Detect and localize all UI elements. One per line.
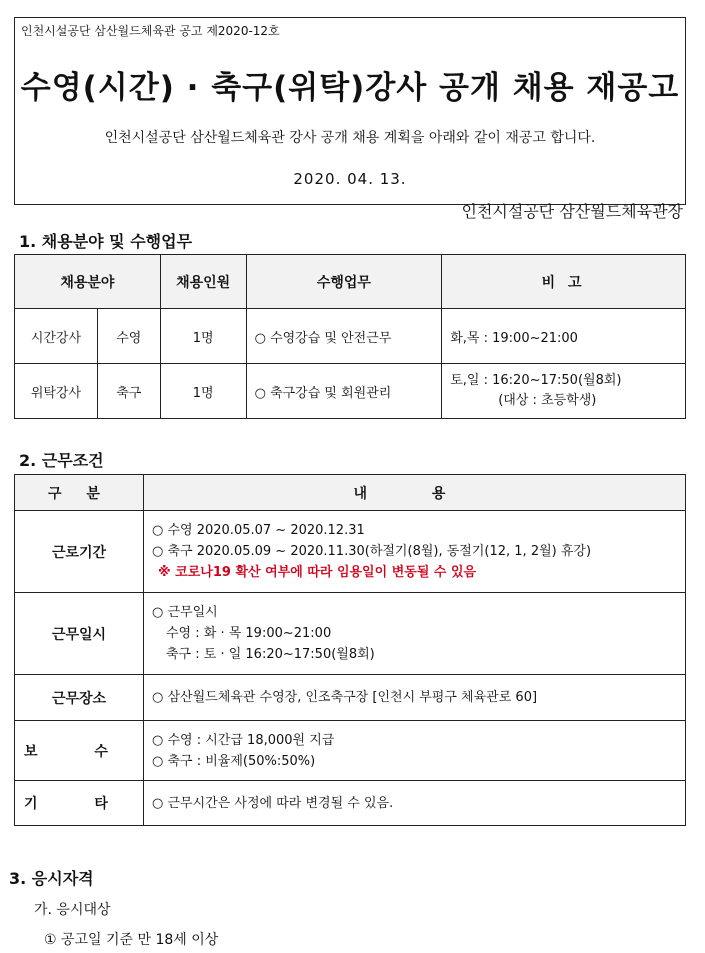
cell-field: 수영 bbox=[97, 309, 160, 364]
schedule-swim: 수영 : 화 · 목 19:00~21:00 bbox=[166, 626, 332, 641]
pay-swim: ○ 수영 : 시간급 18,000원 지급 bbox=[152, 732, 335, 748]
content-pay bbox=[144, 721, 686, 781]
conditions-table bbox=[14, 474, 686, 826]
note-line: 화,목 : 19:00~21:00 bbox=[450, 330, 578, 346]
cell-type: 위탁강사 bbox=[15, 364, 98, 419]
label-schedule: 근무일시 bbox=[15, 593, 144, 675]
label-pay: 보 수 bbox=[15, 721, 144, 781]
cell-count: 1명 bbox=[160, 364, 246, 419]
table-row bbox=[15, 309, 686, 364]
table-row bbox=[15, 511, 686, 593]
table-row bbox=[15, 675, 686, 721]
section1-heading: 1. 채용분야 및 수행업무 bbox=[19, 232, 193, 251]
eligibility-subheading: 가. 응시대상 bbox=[34, 902, 111, 918]
table-row bbox=[15, 721, 686, 781]
table-row bbox=[15, 364, 686, 419]
cell-note bbox=[442, 309, 686, 364]
schedule-title: ○ 근무일시 bbox=[152, 605, 218, 620]
label-etc: 기 타 bbox=[15, 781, 144, 826]
content-schedule bbox=[144, 593, 686, 675]
period-soccer: ○ 축구 2020.05.09 ~ 2020.11.30(하절기(8월), 동절기(12, 1, 2월) 휴강) bbox=[152, 544, 592, 559]
notice-number: 인천시설공단 삼산월드체육관 공고 제2020-12호 bbox=[21, 24, 280, 38]
col-header-content: 내 용 bbox=[144, 475, 686, 511]
note-line: (대상 : 초등학생) bbox=[498, 393, 597, 408]
col-header-category: 구 분 bbox=[15, 475, 144, 511]
section2-heading: 2. 근무조건 bbox=[19, 451, 104, 470]
period-swim: ○ 수영 2020.05.07 ~ 2020.12.31 bbox=[152, 523, 365, 538]
table-row bbox=[15, 593, 686, 675]
notice-header-box bbox=[14, 17, 686, 221]
eligibility-item: ① 공고일 기준 만 18세 이상 bbox=[44, 932, 219, 948]
covid-warning: ※ 코로나19 확산 여부에 따라 임용일이 변동될 수 있음 bbox=[158, 565, 477, 580]
label-period: 근로기간 bbox=[15, 511, 144, 593]
cell-task: ○ 수영강습 및 안전근무 bbox=[246, 309, 442, 364]
cell-field: 축구 bbox=[97, 364, 160, 419]
page-title: 수영(시간) · 축구(위탁)강사 공개 채용 재공고 bbox=[20, 70, 680, 106]
col-header-note: 비 고 bbox=[442, 255, 686, 309]
cell-type: 시간강사 bbox=[15, 309, 98, 364]
col-header-count: 채용인원 bbox=[160, 255, 246, 309]
section3-heading: 3. 응시자격 bbox=[9, 869, 94, 888]
table-header-row bbox=[15, 255, 686, 309]
cell-note bbox=[442, 364, 686, 419]
table-header-row bbox=[15, 475, 686, 511]
pay-soccer: ○ 축구 : 비율제(50%:50%) bbox=[152, 753, 316, 769]
content-place: ○ 삼산월드체육관 수영장, 인조축구장 [인천시 부평구 체육관로 60] bbox=[144, 675, 686, 721]
notice-date: 2020. 04. 13. bbox=[293, 170, 407, 188]
col-header-task: 수행업무 bbox=[246, 255, 442, 309]
recruitment-table bbox=[14, 254, 686, 419]
label-place: 근무장소 bbox=[15, 675, 144, 721]
col-header-field: 채용분야 bbox=[15, 255, 161, 309]
table-row bbox=[15, 781, 686, 826]
issuing-organization: 인천시설공단 삼산월드체육관장 bbox=[461, 202, 683, 221]
content-period bbox=[144, 511, 686, 593]
note-line: 토,일 : 16:20~17:50(월8회) bbox=[450, 373, 622, 388]
cell-count: 1명 bbox=[160, 309, 246, 364]
content-etc: ○ 근무시간은 사정에 따라 변경될 수 있음. bbox=[144, 781, 686, 826]
intro-text: 인천시설공단 삼산월드체육관 강사 공개 채용 계획을 아래와 같이 재공고 합니다. bbox=[104, 130, 596, 146]
schedule-soccer: 축구 : 토 · 일 16:20~17:50(월8회) bbox=[166, 647, 375, 662]
cell-task: ○ 축구강습 및 회원관리 bbox=[246, 364, 442, 419]
